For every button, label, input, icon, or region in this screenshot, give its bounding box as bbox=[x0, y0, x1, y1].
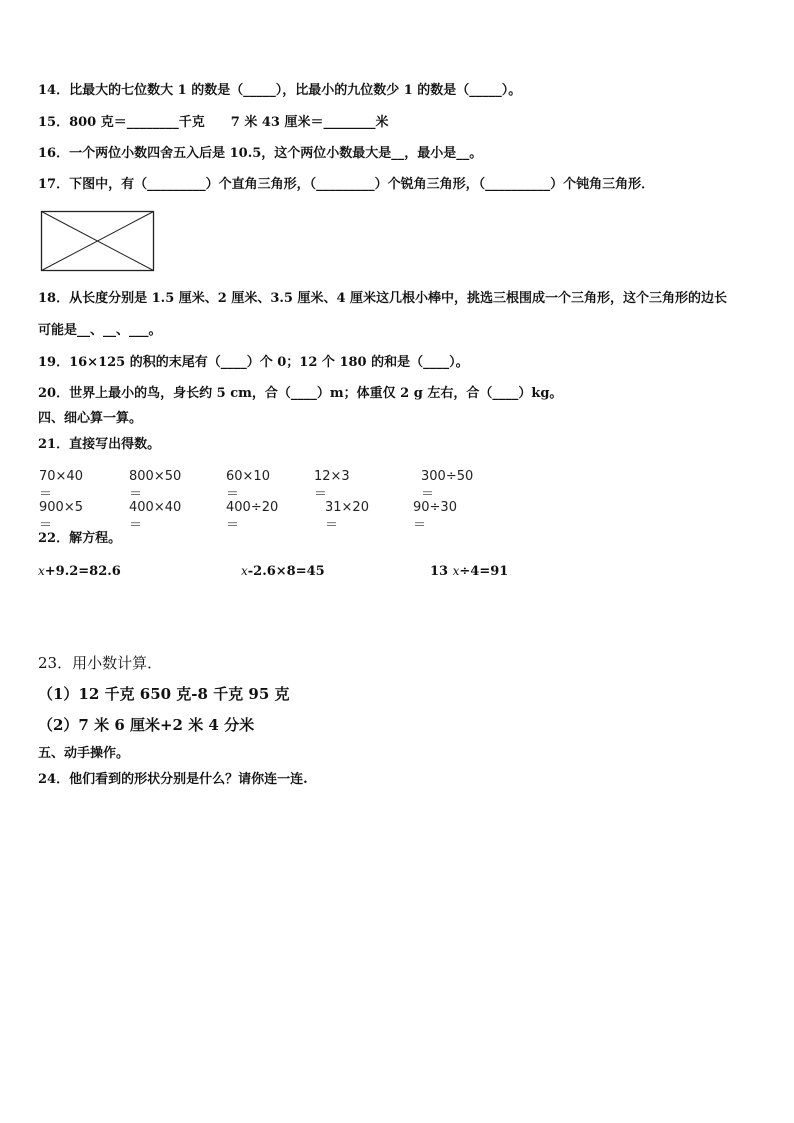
calc-item: 70×40＝ bbox=[39, 469, 83, 502]
section-5-heading: 五、动手操作。 bbox=[38, 746, 130, 761]
question-14: 14．比最大的七位数大 1 的数是（_____），比最小的九位数少 1 的数是（_____）。 bbox=[38, 83, 522, 98]
question-16: 16．一个两位小数四舍五入后是 10.5，这个两位小数最大是__，最小是__。 bbox=[38, 146, 483, 161]
calc-item: 300÷50＝ bbox=[421, 469, 474, 502]
calc-item: 800×50＝ bbox=[129, 469, 182, 502]
question-22: 22．解方程。 bbox=[38, 531, 122, 546]
question-23-part-2: （2）7 米 6 厘米+2 米 4 分米 bbox=[38, 716, 255, 734]
calc-item: 31×20＝ bbox=[325, 500, 369, 533]
question-23: 23．用小数计算． bbox=[38, 654, 163, 672]
calc-item: 90÷30＝ bbox=[413, 500, 457, 533]
question-24: 24．他们看到的形状分别是什么？请你连一连. bbox=[38, 772, 308, 787]
calc-item: 900×5＝ bbox=[39, 500, 83, 533]
calc-item: 400÷20＝ bbox=[226, 500, 279, 533]
question-19: 19．16×125 的积的末尾有（____）个 0；12 个 180 的和是（____）。 bbox=[38, 355, 469, 370]
equation-2: x-2.6×8=45 bbox=[241, 564, 325, 579]
question-20: 20．世界上最小的鸟，身长约 5 cm，合（____）m；体重仅 2 g 左右，合（____）kg。 bbox=[38, 386, 563, 401]
variable-x: x bbox=[38, 564, 45, 578]
question-18-line1: 18．从长度分别是 1.5 厘米、2 厘米、3.5 厘米、4 厘米这几根小棒中，挑选三根围成一个三角形，这个三角形的边长 bbox=[38, 291, 728, 306]
question-23-part-1: （1）12 千克 650 克-8 千克 95 克 bbox=[38, 685, 290, 703]
calc-item: 12×3＝ bbox=[314, 469, 350, 502]
equation-3: 13 x÷4=91 bbox=[430, 564, 509, 579]
question-17: 17．下图中，有（_________）个直角三角形，（_________）个锐角三角形，（__________）个钝角三角形． bbox=[38, 177, 655, 192]
rectangle-diagram bbox=[40, 209, 156, 273]
section-4-heading: 四、细心算一算。 bbox=[38, 411, 143, 426]
equation-1: x+9.2=82.6 bbox=[38, 564, 121, 579]
variable-x: x bbox=[452, 564, 460, 578]
calc-item: 60×10＝ bbox=[226, 469, 270, 502]
question-21: 21．直接写出得数。 bbox=[38, 437, 161, 452]
question-18-line2: 可能是__、__、___。 bbox=[38, 323, 162, 338]
question-15: 15．800 克＝________千克 7 米 43 厘米＝________米 bbox=[38, 115, 389, 130]
variable-x: x bbox=[241, 564, 248, 578]
calc-item: 400×40＝ bbox=[129, 500, 182, 533]
